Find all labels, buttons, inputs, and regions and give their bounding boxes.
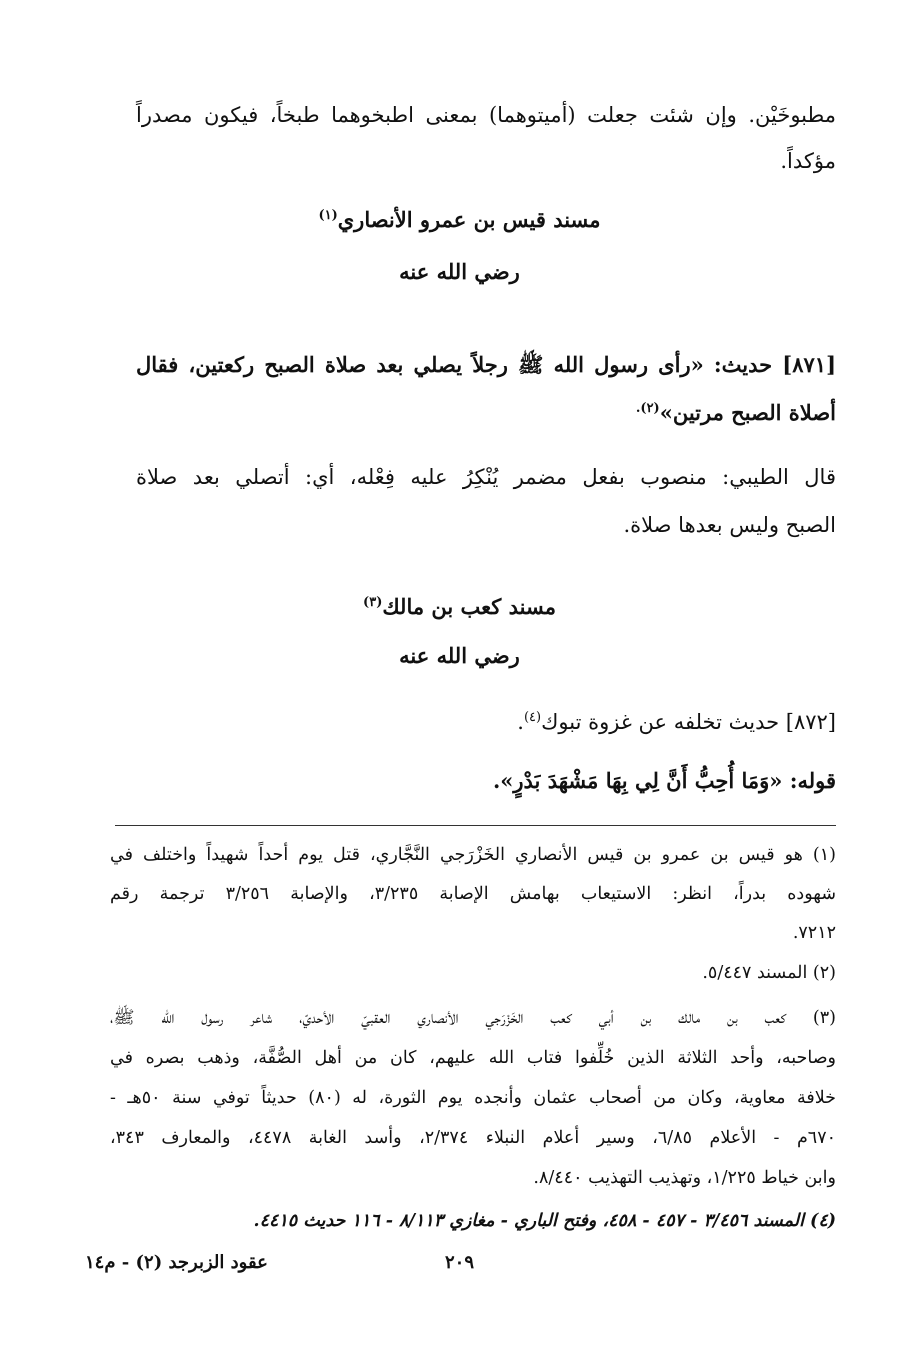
section-subtitle: رضي الله عنه	[399, 643, 520, 668]
footnote-line: (٣) كعب بن مالك بن أبي كعب الخَزْرَجي الأنصاري العقبيّ الأحديّ، شاعر رسول الله ﷺ،	[110, 1008, 836, 1028]
quote-line: قوله: «وَمَا أُحِبُّ أَنَّ لِي بِهَا مَشْهَدَ بَدْرٍ».	[492, 768, 836, 793]
hadith-line	[636, 398, 836, 428]
section-title	[0, 205, 919, 235]
paragraph-line: مؤكداً.	[780, 149, 836, 173]
footnote-line: وصاحبه، وأحد الثلاثة الذين خُلِّفوا فتاب الله عليهم، كان من أهل الصُّفَّة، وذهب بصره في	[110, 1048, 836, 1068]
hadith-line	[517, 707, 836, 737]
hadith-text: أصلاة الصبح مرتين»	[659, 400, 836, 425]
footnote-line: (٢) المسند ٥/٤٤٧.	[702, 963, 836, 983]
page-number: ٢٠٩	[444, 1252, 474, 1273]
section-title-text: مسند كعب بن مالك	[382, 594, 556, 619]
punctuation: .	[517, 710, 524, 734]
footnote-line: (٤) المسند ٣/٤٥٦ - ٤٥٧ - ٤٥٨، وفتح الباري - مغازي ٨/١١٣ - ١١٦ حديث ٤٤١٥.	[253, 1211, 836, 1231]
footnote-marker: (١)	[318, 208, 338, 223]
footnote-line: ٦٧٠م - الأعلام ٦/٨٥، وسير أعلام النبلاء ٢/٣٧٤، وأسد الغابة ٤٤٧٨، والمعارف ٣٤٣،	[110, 1128, 836, 1148]
footnote-marker: (٢).	[635, 401, 660, 416]
footnote-line: شهوده بدراً، انظر: الاستيعاب بهامش الإصابة ٣/٢٣٥، والإصابة ٣/٢٥٦ ترجمة رقم	[110, 884, 836, 904]
commentary-line: الصبح وليس بعدها صلاة.	[623, 513, 836, 537]
footnote-line: ٧٢١٢.	[792, 923, 836, 943]
footnote-marker: (٤)	[523, 710, 542, 725]
hadith-text: [٨٧٢] حديث تخلفه عن غزوة تبوك	[541, 710, 836, 734]
section-subtitle: رضي الله عنه	[399, 259, 520, 284]
hadith-line: [٨٧١] حديث: «رأى رسول الله ﷺ رجلاً يصلي بعد صلاة الصبح ركعتين، فقال	[136, 352, 836, 377]
footnote-divider	[115, 825, 836, 826]
footnote-line: خلافة معاوية، وكان من أصحاب عثمان وأنجده يوم الثورة، له (٨٠) حديثاً توفي سنة ٥٠هـ -	[110, 1088, 836, 1108]
footnote-line: (١) هو قيس بن عمرو بن قيس الأنصاري الخَزْرَجي النَّجَّاري، قتل يوم أحداً شهيداً واختلف في	[110, 845, 836, 865]
section-title-text: مسند قيس بن عمرو الأنصاري	[337, 207, 601, 232]
section-title	[0, 592, 919, 622]
footnote-line: وابن خياط ١/٢٢٥، وتهذيب التهذيب ٨/٤٤٠.	[533, 1168, 836, 1188]
paragraph-line: مطبوخَيْن. وإن شئت جعلت (أميتوهما) بمعنى اطبخوهما طبخاً، فيكون مصدراً	[136, 103, 836, 127]
commentary-line: قال الطيبي: منصوب بفعل مضمر يُنْكِرُ عليه فِعْله، أي: أتصلي بعد صلاة	[136, 465, 836, 489]
footnote-marker: (٣)	[363, 595, 383, 610]
signature-mark: عقود الزبرجد (٢) - م١٤	[85, 1252, 268, 1273]
